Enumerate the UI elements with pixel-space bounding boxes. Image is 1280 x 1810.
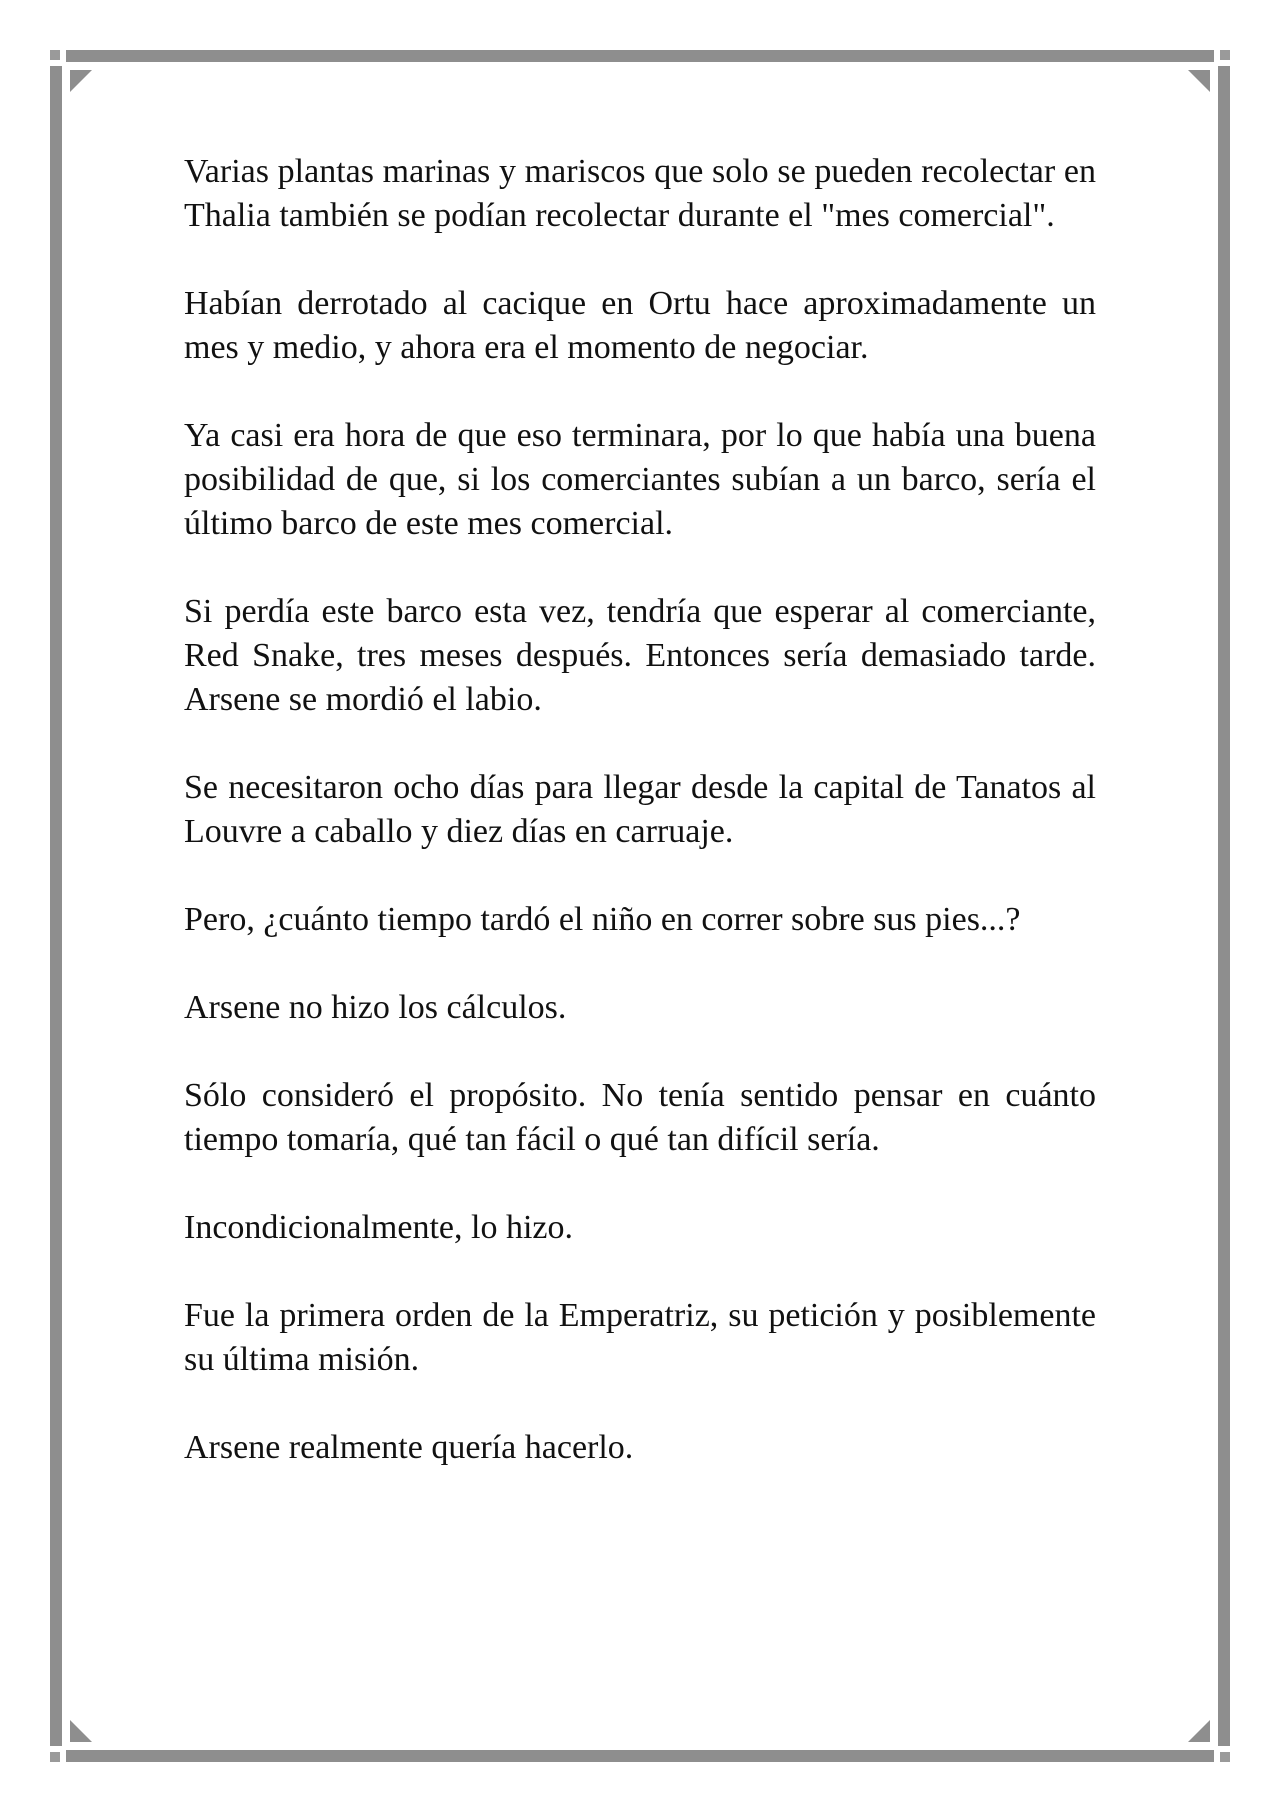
page-body [184,150,1096,1514]
paragraph: Varias plantas marinas y mariscos que solo se pueden recolectar en Thalia también se podían recolectar durante el "mes comercial". [184,153,1096,234]
corner-ornament-bottom-right-icon [1188,1720,1210,1742]
frame-corner-bottom-left [50,1752,60,1762]
paragraph: Se necesitaron ocho días para llegar desde la capital de Tanatos al Louvre a caballo y diez días en carruaje. [184,769,1096,850]
frame-border-right [1218,66,1230,1746]
corner-ornament-bottom-left-icon [70,1720,92,1742]
paragraph: Fue la primera orden de la Emperatriz, su petición y posiblemente su última misión. [184,1297,1096,1378]
frame-corner-top-left [50,50,60,60]
paragraph: Arsene no hizo los cálculos. [184,989,567,1026]
frame-corner-top-right [1220,50,1230,60]
paragraph: Ya casi era hora de que eso terminara, por lo que había una buena posibilidad de que, si los comerciantes subían a un barco, sería el último barco de este mes comercial. [184,417,1096,542]
frame-corner-bottom-right [1220,1752,1230,1762]
paragraph: Incondicionalmente, lo hizo. [184,1209,573,1246]
paragraph: Si perdía este barco esta vez, tendría que esperar al comerciante, Red Snake, tres meses después. Entonces sería demasiado tarde. Arsene se mordió el labio. [184,593,1096,718]
paragraph: Sólo consideró el propósito. No tenía sentido pensar en cuánto tiempo tomaría, qué tan fácil o qué tan difícil sería. [184,1077,1096,1158]
frame-border-top [66,50,1214,62]
corner-ornament-top-right-icon [1188,70,1210,92]
paragraph: Habían derrotado al cacique en Ortu hace aproximadamente un mes y medio, y ahora era el momento de negociar. [184,285,1096,366]
frame-border-left [50,66,62,1746]
paragraph: Pero, ¿cuánto tiempo tardó el niño en correr sobre sus pies...? [184,901,1021,938]
corner-ornament-top-left-icon [70,70,92,92]
paragraph: Arsene realmente quería hacerlo. [184,1429,634,1466]
frame-border-bottom [66,1750,1214,1762]
